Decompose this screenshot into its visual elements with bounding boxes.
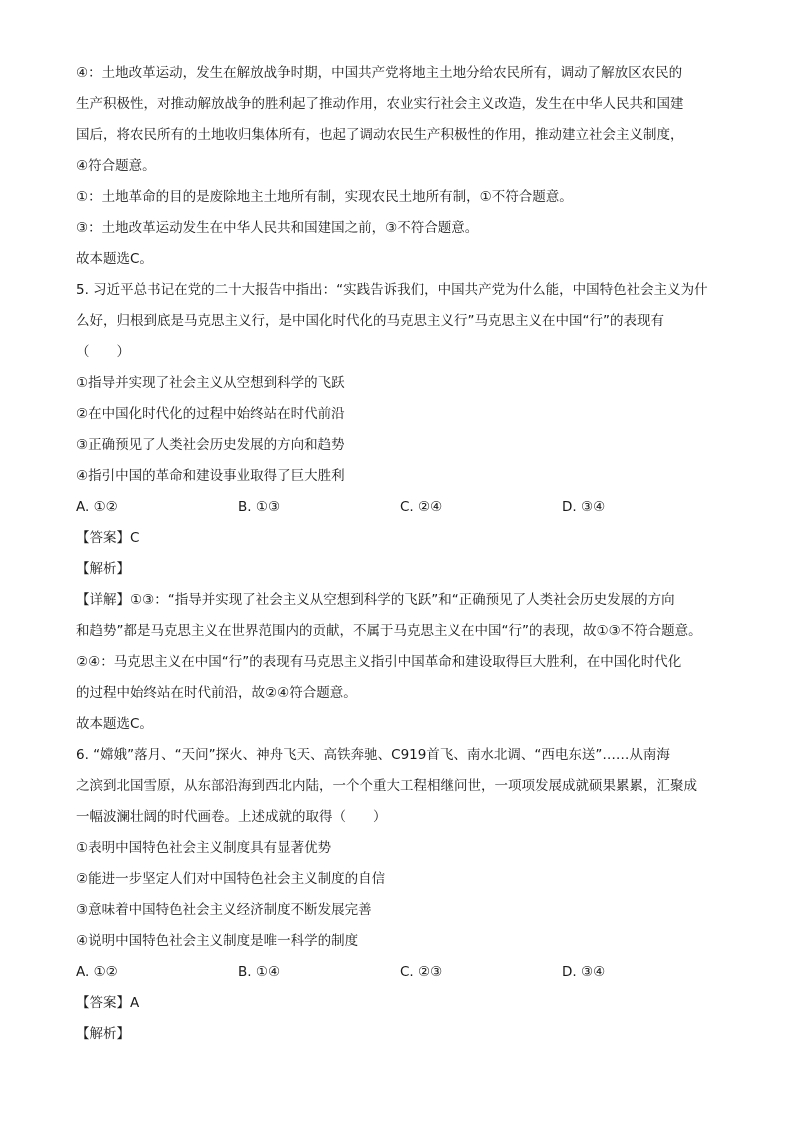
question-5-item: ②在中国化时代化的过程中始终站在时代前沿	[76, 406, 345, 422]
question-5-detail: 的过程中始终站在时代前沿，故②④符合题意。	[76, 685, 357, 701]
text-line: 国后，将农民所有的土地收归集体所有，也起了调动农民生产积极性的作用，推动建立社会主义制度，	[76, 127, 684, 143]
question-5-blank: （ ）	[76, 344, 130, 360]
question-5-item: ④指引中国的革命和建设事业取得了巨大胜利	[76, 468, 345, 484]
question-6-stem: 6. “嫦娥”落月、“天问”探火、神舟飞天、高铁奔驰、C919首飞、南水北调、“西电东送”……从南海	[76, 747, 670, 763]
question-5-stem: 么好，归根到底是马克思主义行，是中国化时代化的马克思主义行”马克思主义在中国“行”的表现有	[76, 313, 664, 329]
text-line: 故本题选C。	[76, 251, 153, 267]
option-a: A. ①②	[76, 499, 118, 515]
question-5-analysis-heading: 【解析】	[76, 561, 130, 577]
question-5-stem: 5. 习近平总书记在党的二十大报告中指出：“实践告诉我们，中国共产党为什么能，中国特色社会主义为什	[76, 282, 708, 298]
question-6-options	[76, 957, 726, 988]
question-5-item: ①指导并实现了社会主义从空想到科学的飞跃	[76, 375, 345, 391]
question-6-item: ④说明中国特色社会主义制度是唯一科学的制度	[76, 933, 359, 949]
option-d: D. ③④	[562, 964, 606, 980]
question-5-detail: ②④：马克思主义在中国“行”的表现有马克思主义指引中国革命和建设取得巨大胜利，在中国化时代化	[76, 654, 682, 670]
option-d: D. ③④	[562, 499, 606, 515]
option-c: C. ②④	[400, 499, 443, 515]
question-5-options	[76, 492, 726, 523]
question-6-analysis-heading: 【解析】	[76, 1026, 130, 1042]
document-page	[76, 58, 726, 1050]
question-6-answer: 【答案】A	[76, 995, 140, 1011]
question-6-item: ①表明中国特色社会主义制度具有显著优势	[76, 840, 332, 856]
question-5-detail: 【详解】①③：“指导并实现了社会主义从空想到科学的飞跃”和“正确预见了人类社会历史发展的方向	[76, 592, 675, 608]
text-line: ①：土地革命的目的是废除地主土地所有制，实现农民土地所有制，①不符合题意。	[76, 189, 573, 205]
question-6-item: ③意味着中国特色社会主义经济制度不断发展完善	[76, 902, 372, 918]
question-5-detail: 和趋势”都是马克思主义在世界范围内的贡献，不属于马克思主义在中国“行”的表现，故①③不符合题意。	[76, 623, 702, 639]
option-a: A. ①②	[76, 964, 118, 980]
question-5-answer: 【答案】C	[76, 530, 140, 546]
option-b: B. ①③	[238, 499, 281, 515]
text-line: ④符合题意。	[76, 158, 156, 174]
question-6-stem: 之滨到北国雪原，从东部沿海到西北内陆，一个个重大工程相继问世，一项项发展成就硕果累累，汇聚成	[76, 778, 697, 794]
text-line: 生产积极性，对推动解放战争的胜利起了推动作用，农业实行社会主义改造，发生在中华人民共和国建	[76, 96, 684, 112]
question-6-item: ②能进一步坚定人们对中国特色社会主义制度的自信	[76, 871, 386, 887]
question-5-item: ③正确预见了人类社会历史发展的方向和趋势	[76, 437, 345, 453]
option-c: C. ②③	[400, 964, 443, 980]
text-line: ③：土地改革运动发生在中华人民共和国建国之前，③不符合题意。	[76, 220, 479, 236]
question-5-conclusion: 故本题选C。	[76, 716, 153, 732]
option-b: B. ①④	[238, 964, 281, 980]
text-line: ④：土地改革运动，发生在解放战争时期，中国共产党将地主土地分给农民所有，调动了解放区农民的	[76, 65, 683, 81]
question-6-stem: 一幅波澜壮阔的时代画卷。上述成就的取得（ ）	[76, 809, 387, 825]
